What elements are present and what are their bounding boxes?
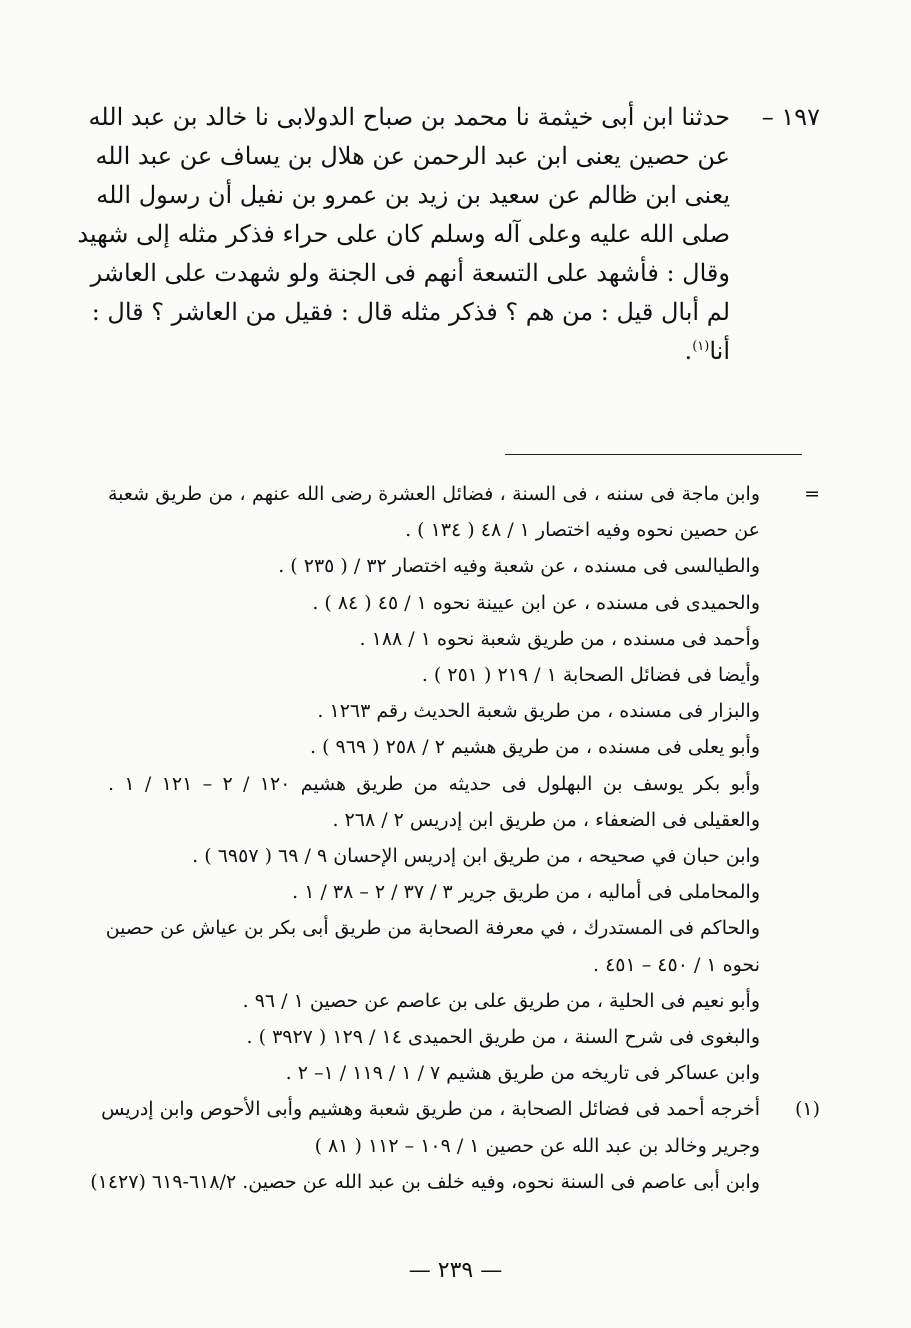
hadith-text [77,98,820,371]
hadith-end-mark: . [684,337,693,365]
note-line [108,657,820,693]
note-text: والحاكم فى المستدرك ، في معرفة الصحابة من طريق أبى بكر بن عياش عن حصين [105,917,760,940]
footnote-marker: (١) [794,1098,820,1121]
note-text: والعقيلى فى الضعفاء ، من طريق ابن إدريس ٢ / ٢٦٨ . [332,808,760,831]
footnote-separator [505,454,802,455]
footnote-reference[interactable]: (١) [692,339,710,354]
note-text: وجرير وخالد بن عبد الله عن حصين ١ / ١٠٩ – ١١٢ ( ٨١ ) [314,1134,760,1157]
note-line [108,947,820,983]
hadith-line-text: صلى الله عليه وعلى آله وسلم كان على حراء فذكر مثله إلى شهيد [77,220,730,248]
note-text: عن حصين نحوه وفيه اختصار ١ / ٤٨ ( ١٣٤ ) . [405,519,760,542]
hadith-last-line [108,332,730,371]
note-text: وابن عساكر فى تاريخه من طريق هشيم ٧ / ١ / ١١٩ / ١– ٢ . [285,1062,760,1085]
footnotes [90,476,820,1200]
hadith-line [95,137,820,176]
note-line [108,729,820,765]
note-text: نحوه ١ / ٤٥٠ – ٤٥١ . [592,953,760,976]
hadith-line [90,254,820,293]
note-line [108,621,820,657]
note-text: وابن أبى عاصم فى السنة نحوه، وفيه خلف بن عبد الله عن حصين. ٦١٨/٢-٦١٩ (١٤٢٧) [90,1170,760,1193]
note-line [108,693,820,729]
note-line [108,766,820,802]
note-line [108,548,820,584]
note-text: والمحاملى فى أماليه ، من طريق جرير ٣ / ٣٧ / ٢ – ٣٨ / ١ . [292,881,760,904]
hadith-line [77,215,820,254]
note-text: وأبو يعلى فى مسنده ، من طريق هشيم ٢ / ٢٥٨ ( ٩٦٩ ) . [309,736,760,759]
hadith-line [91,293,820,332]
note-text: وأحمد فى مسنده ، من طريق شعبة نحوه ١ / ١٨٨ . [359,627,760,650]
note-text: أخرجه أحمد فى فضائل الصحابة ، من طريق شعبة وهشيم وأبى الأحوص وابن إدريس [101,1098,760,1121]
hadith-line [88,98,820,137]
footnote-line [108,1128,820,1164]
note-text: وابن ماجة فى سننه ، فى السنة ، فضائل العشرة رضى الله عنهم ، من طريق شعبة [108,483,760,505]
hadith-line [96,176,820,215]
note-line [108,585,820,621]
hadith-line-text: يعنى ابن ظالم عن سعيد بن زيد بن عمرو بن نفيل أن رسول الله [96,181,730,209]
hadith-line-text: أنا [709,337,730,365]
note-line [108,1019,820,1055]
footnote-line [101,1091,820,1127]
page-number: — ٢٣٩ — [408,1258,503,1283]
note-line [108,476,820,512]
hadith-line [108,332,820,371]
note-line [108,838,820,874]
note-text: وابن حبان في صحيحه ، من طريق ابن إدريس الإحسان ٩ / ٦٩ ( ٦٩٥٧ ) . [192,845,760,868]
hadith-number: ١٩٧ – [761,103,820,131]
note-text: والحميدى فى مسنده ، عن ابن عيينة نحوه ١ / ٤٥ ( ٨٤ ) . [312,591,760,614]
hadith-line-text: حدثنا ابن أبى خيثمة نا محمد بن صباح الدولابى نا خالد بن عبد الله [88,103,730,131]
note-text: وأبو بكر يوسف بن البهلول فى حديثه من طريق هشيم ١٢٠ / ٢ – ١٢١ / ١ . [108,772,761,795]
note-line [108,874,820,910]
hadith-line-text: عن حصين يعنى ابن عبد الرحمن عن هلال بن يساف عن عبد الله [95,142,730,170]
footnote-line [90,1164,820,1200]
note-text: والطيالسى فى مسنده ، عن شعبة وفيه اختصار ٣٢ / ( ٢٣٥ ) . [278,555,760,578]
hadith-line-text: وقال : فأشهد على التسعة أنهم فى الجنة ولو شهدت على العاشر [90,259,730,287]
note-line [108,1055,820,1091]
note-text: والبزار فى مسنده ، من طريق شعبة الحديث رقم ١٢٦٣ . [317,700,760,723]
hadith-line-text: لم أبال قيل : من هم ؟ فذكر مثله قال : فقيل من العاشر ؟ قال : [91,298,730,326]
note-line [105,910,820,946]
note-text: والبغوى فى شرح السنة ، من طريق الحميدى ١٤ / ١٢٩ ( ٣٩٢٧ ) . [246,1026,760,1049]
continuation-marker: = [804,483,820,505]
note-line [108,983,820,1019]
note-text: وأيضا فى فضائل الصحابة ١ / ٢١٩ ( ٢٥١ ) . [421,664,760,687]
note-line [108,512,820,548]
note-line [108,802,820,838]
note-text: وأبو نعيم فى الحلية ، من طريق على بن عاصم عن حصين ١ / ٩٦ . [242,989,760,1012]
